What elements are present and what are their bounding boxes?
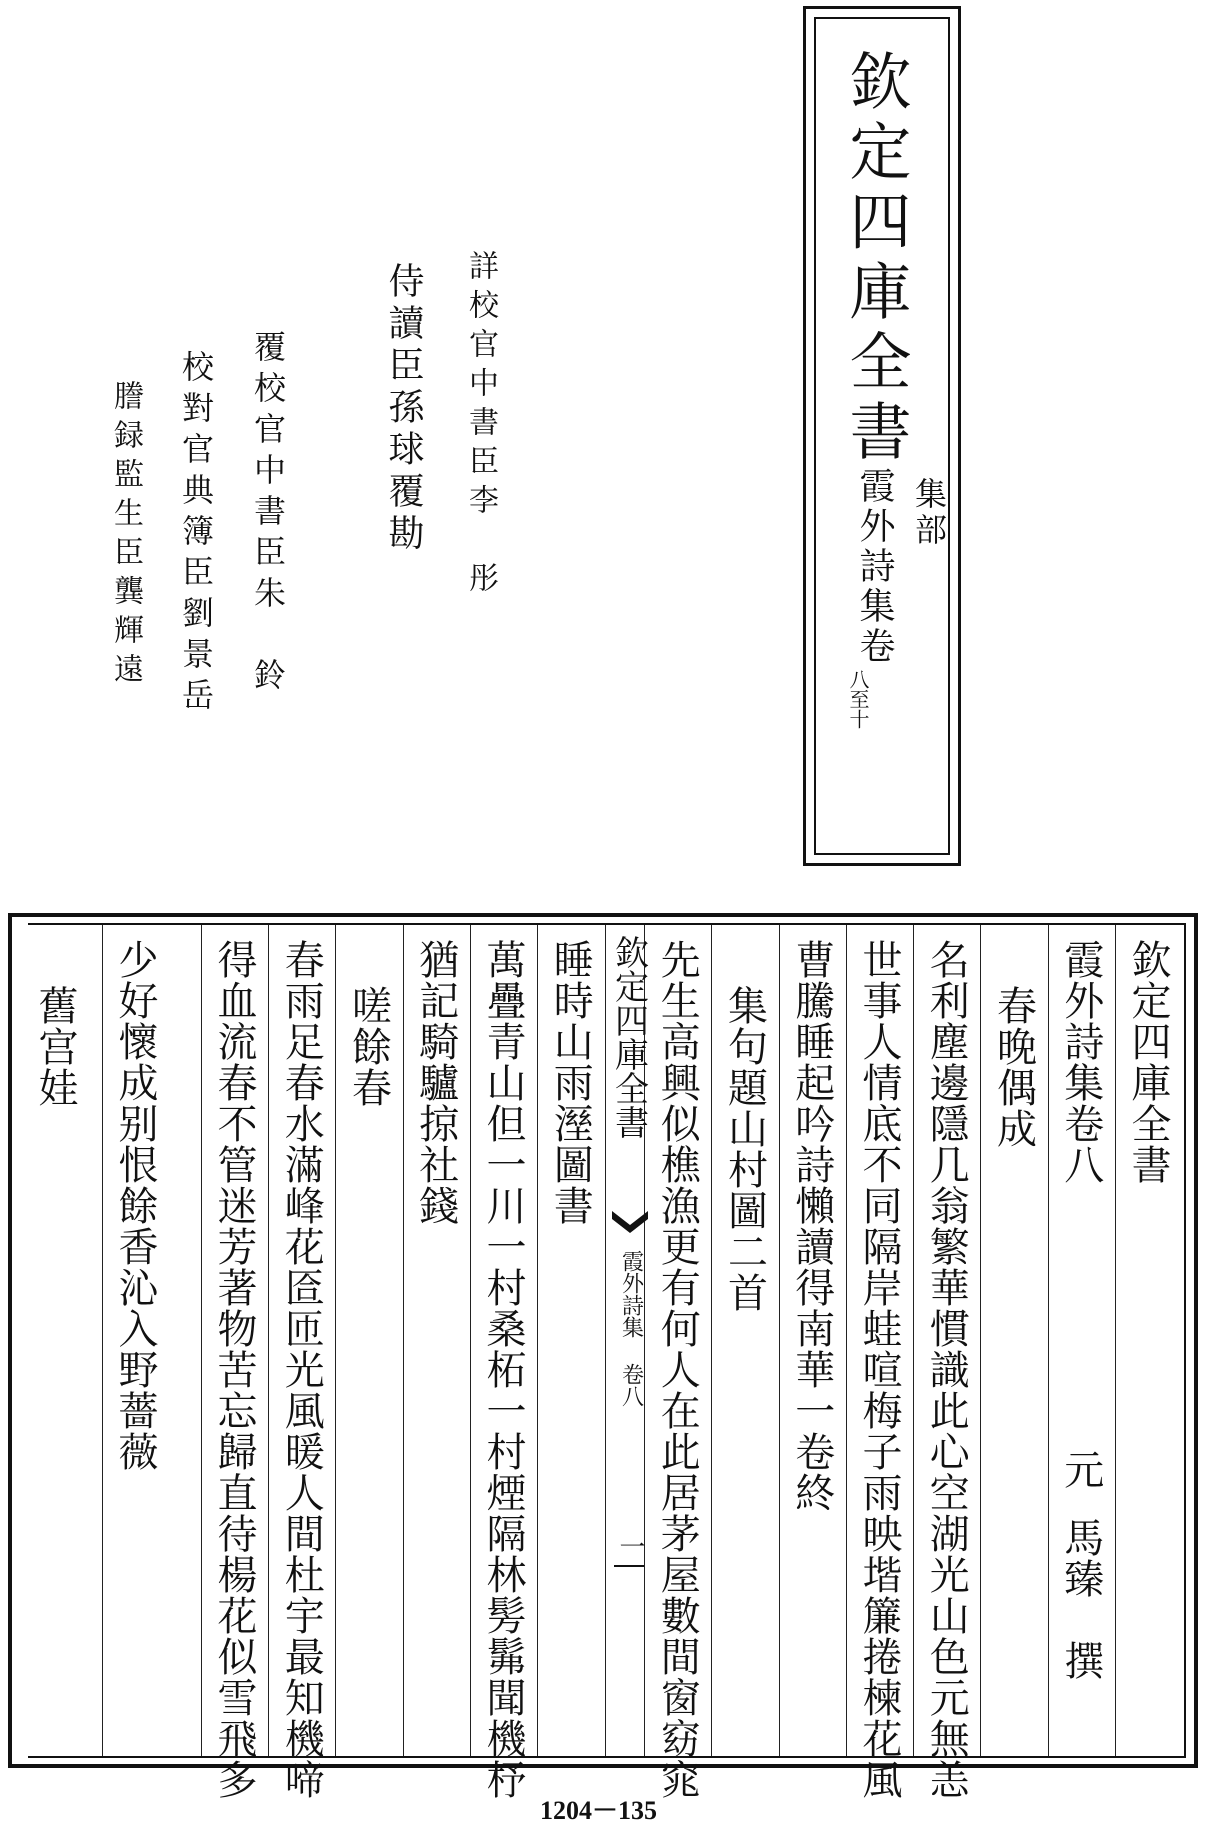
poem1-line3: 曹騰睡起吟詩懶讀得南華一卷終 (788, 939, 835, 1513)
column-poem2-line4 (403, 925, 470, 1756)
poem3-line2: 得血流春不管迷芳著物苦忘歸直待楊花似雪飛多 (210, 939, 257, 1800)
poem3-title: 嗟餘春 (345, 985, 392, 1108)
column-poem1-line3 (779, 925, 846, 1756)
column-poem3-line2 (201, 925, 268, 1800)
column-header (1115, 925, 1189, 1756)
title-slip-inner-border (814, 17, 950, 855)
volume-range: 八至十 (846, 669, 870, 729)
poem2-title: 集句題山村圖二首 (721, 985, 768, 1313)
poem2-line1: 先生高興似樵漁更有何人在此居茅屋數間窗窈窕 (654, 939, 701, 1800)
volume-label: 霞外詩集卷 (854, 467, 895, 667)
credit-proofreader: 校對官典簿臣劉景岳 (177, 350, 215, 719)
column-poem2-line1 (644, 925, 711, 1800)
credit-re-proofreader: 覆校官中書臣朱 鈴 (249, 330, 287, 699)
column-book-title (1048, 925, 1115, 1756)
center-fold (605, 925, 649, 1756)
credit-reviewer: 詳校官中書臣李 彤 (463, 250, 498, 601)
poem3-line3: 少好懷成别恨餘香沁入野薔薇 (112, 939, 158, 1472)
author-name: 馬臻 撰 (1057, 1517, 1104, 1681)
author-dynasty: 元 (1057, 1449, 1104, 1490)
poem1-title: 春晚偶成 (990, 985, 1037, 1149)
collection-title: 欽定四庫全書 (839, 49, 912, 469)
poem2-line3: 萬疊青山但一川一村桑柘一村煙隔林髣髴聞機杼 (480, 939, 526, 1800)
page-number: 1204－135 (540, 1796, 658, 1825)
poem1-line2: 世事人情底不同隔岸蛙喧梅子雨映堦簾捲楝花風 (855, 939, 902, 1800)
running-head-volume: 霞外詩集 卷八 (618, 1250, 644, 1407)
column-poem1-title (980, 925, 1047, 1756)
column-poem2-title (711, 925, 778, 1756)
poem3-line1: 春雨足春水滿峰花匼匝光風暖人間杜宇最知機啼 (278, 939, 325, 1800)
column-poem2-line2 (537, 925, 604, 1756)
column-poem1-line2 (846, 925, 913, 1800)
fishtail-mark (612, 1207, 648, 1243)
folio-mark: 一 (614, 1565, 644, 1567)
poem2-line4: 猶記騎驢掠社錢 (412, 939, 459, 1226)
category-label: 集部 (910, 477, 948, 549)
text-page-frame (8, 913, 1198, 1800)
column-poem1-line1 (913, 925, 980, 1800)
running-head-title: 欽定四庫全書 (608, 935, 649, 1139)
page-header: 欽定四庫全書 (1125, 939, 1171, 1185)
book-title: 霞外詩集卷八 (1057, 939, 1104, 1185)
title-slip (803, 6, 961, 866)
left-columns (16, 919, 126, 1760)
column-poem3-line1 (268, 925, 335, 1800)
credit-copyist: 謄録監生臣龔輝遠 (108, 380, 143, 692)
text-page-inner (20, 923, 1186, 1800)
credit-chief-reviewer: 侍讀臣孫球覆勘 (383, 262, 424, 556)
poem1-line1: 名利塵邊隱几翁繁華慣識此心空湖光山色元無恙 (923, 939, 970, 1800)
column-poem3-title (335, 925, 402, 1756)
poem2-line2: 睡時山雨溼圖書 (547, 939, 594, 1226)
poem4-title: 舊宫娃 (32, 985, 78, 1108)
column-poem2-line3 (470, 925, 537, 1800)
